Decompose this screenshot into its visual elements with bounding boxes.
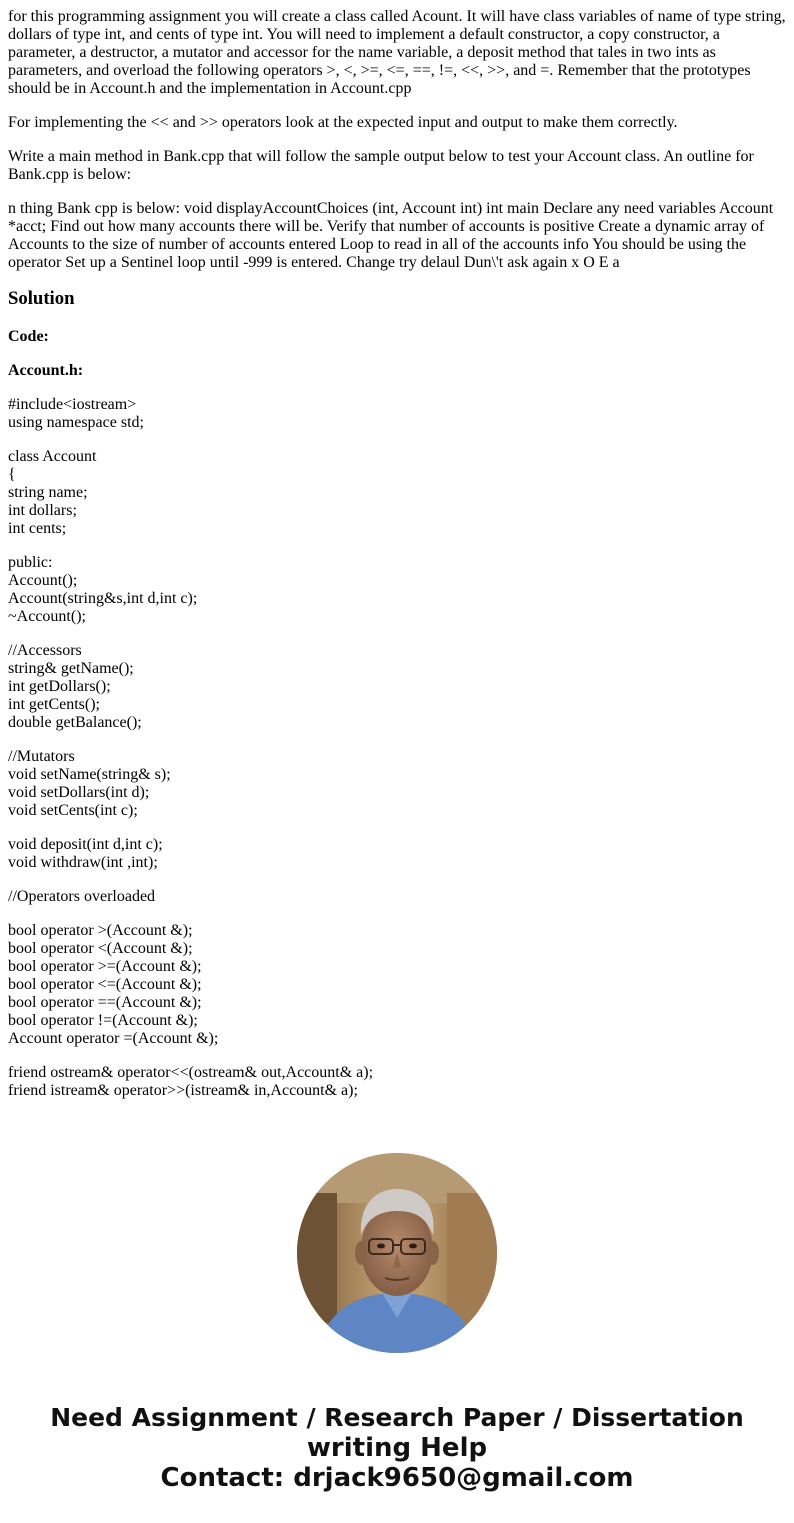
question-paragraph: Write a main method in Bank.cpp that will follow the sample output below to test your Account class. An outline for Bank.cpp is below: <box>8 148 754 183</box>
code-block <box>8 1064 788 1100</box>
code-line: friend ostream& operator<<(ostream& out,Account& a); <box>8 1064 374 1081</box>
code-line: class Account <box>8 448 97 465</box>
code-block <box>8 922 788 1048</box>
code-block <box>8 448 788 538</box>
code-line: #include<iostream> <box>8 396 137 413</box>
code-line: bool operator ==(Account &); <box>8 994 202 1011</box>
code-line: int getDollars(); <box>8 678 111 695</box>
question-section <box>8 8 788 272</box>
code-block <box>8 836 788 872</box>
question-paragraph: For implementing the << and >> operators look at the expected input and output to make them correctly. <box>8 114 678 131</box>
code-block <box>8 554 788 626</box>
code-line: Account operator =(Account &); <box>8 1030 219 1047</box>
code-block <box>8 748 788 820</box>
code-line: //Operators overloaded <box>8 888 156 905</box>
code-line: void deposit(int d,int c); <box>8 836 163 853</box>
code-label: Code: <box>8 328 49 345</box>
code-line: void setCents(int c); <box>8 802 138 819</box>
code-line: void setName(string& s); <box>8 766 171 783</box>
code-block <box>8 888 788 906</box>
file-label: Account.h: <box>8 362 84 379</box>
code-line: string name; <box>8 484 88 501</box>
code-line: friend istream& operator>>(istream& in,Account& a); <box>8 1082 358 1099</box>
code-line: string& getName(); <box>8 660 134 677</box>
code-line: int dollars; <box>8 502 77 519</box>
document-content <box>8 8 788 1116</box>
promo-line: writing Help <box>306 1433 488 1463</box>
code-line: void withdraw(int ,int); <box>8 854 158 871</box>
code-line: int cents; <box>8 520 67 537</box>
code-line: Account(); <box>8 572 78 589</box>
code-line: using namespace std; <box>8 414 144 431</box>
promo-banner <box>0 1403 794 1493</box>
code-line: bool operator !=(Account &); <box>8 1012 198 1029</box>
code-line: bool operator >=(Account &); <box>8 958 202 975</box>
code-line: //Accessors <box>8 642 82 659</box>
code-line: //Mutators <box>8 748 75 765</box>
code-listing <box>8 396 788 1100</box>
code-line: bool operator <(Account &); <box>8 940 193 957</box>
promo-line: Need Assignment / Research Paper / Dissertation <box>50 1403 744 1432</box>
code-block <box>8 642 788 732</box>
code-line: int getCents(); <box>8 696 100 713</box>
question-paragraph: n thing Bank cpp is below: void displayAccountChoices (int, Account int) int main Declare any need variables Account *acct; Find out how many accounts there will be. Verify that number of accounts is positive Create a dynamic array of Accounts to the size of number of accounts entered Loop to read in all of the accounts info You should be using the operator Set up a Sentinel loop until -999 is entered. Change try delaul Dun\'t ask again x O E a <box>8 200 774 271</box>
code-block <box>8 396 788 432</box>
code-line: ~Account(); <box>8 608 86 625</box>
code-line: double getBalance(); <box>8 714 142 731</box>
code-line: void setDollars(int d); <box>8 784 150 801</box>
question-paragraph: for this programming assignment you will create a class called Acount. It will have class variables of name of type string, dollars of type int, and cents of type int. You will need to implement a default constructor, a copy constructor, a parameter, a destructor, a mutator and accessor for the name variable, a deposit method that tales in two ints as parameters, and overload the following operators >, <, >=, <=, ==, !=, <<, >>, and =. Remember that the prototypes should be in Account.h and the implementation in Account.cpp <box>8 8 786 97</box>
code-line: Account(string&s,int d,int c); <box>8 590 198 607</box>
solution-heading: Solution <box>8 288 75 309</box>
promo-contact: Contact: drjack9650@gmail.com <box>160 1463 634 1493</box>
code-line: public: <box>8 554 53 571</box>
code-line: bool operator <=(Account &); <box>8 976 202 993</box>
code-line: bool operator >(Account &); <box>8 922 193 939</box>
code-line: { <box>8 466 16 483</box>
author-portrait-image <box>297 1153 497 1353</box>
author-photo <box>297 1153 497 1353</box>
